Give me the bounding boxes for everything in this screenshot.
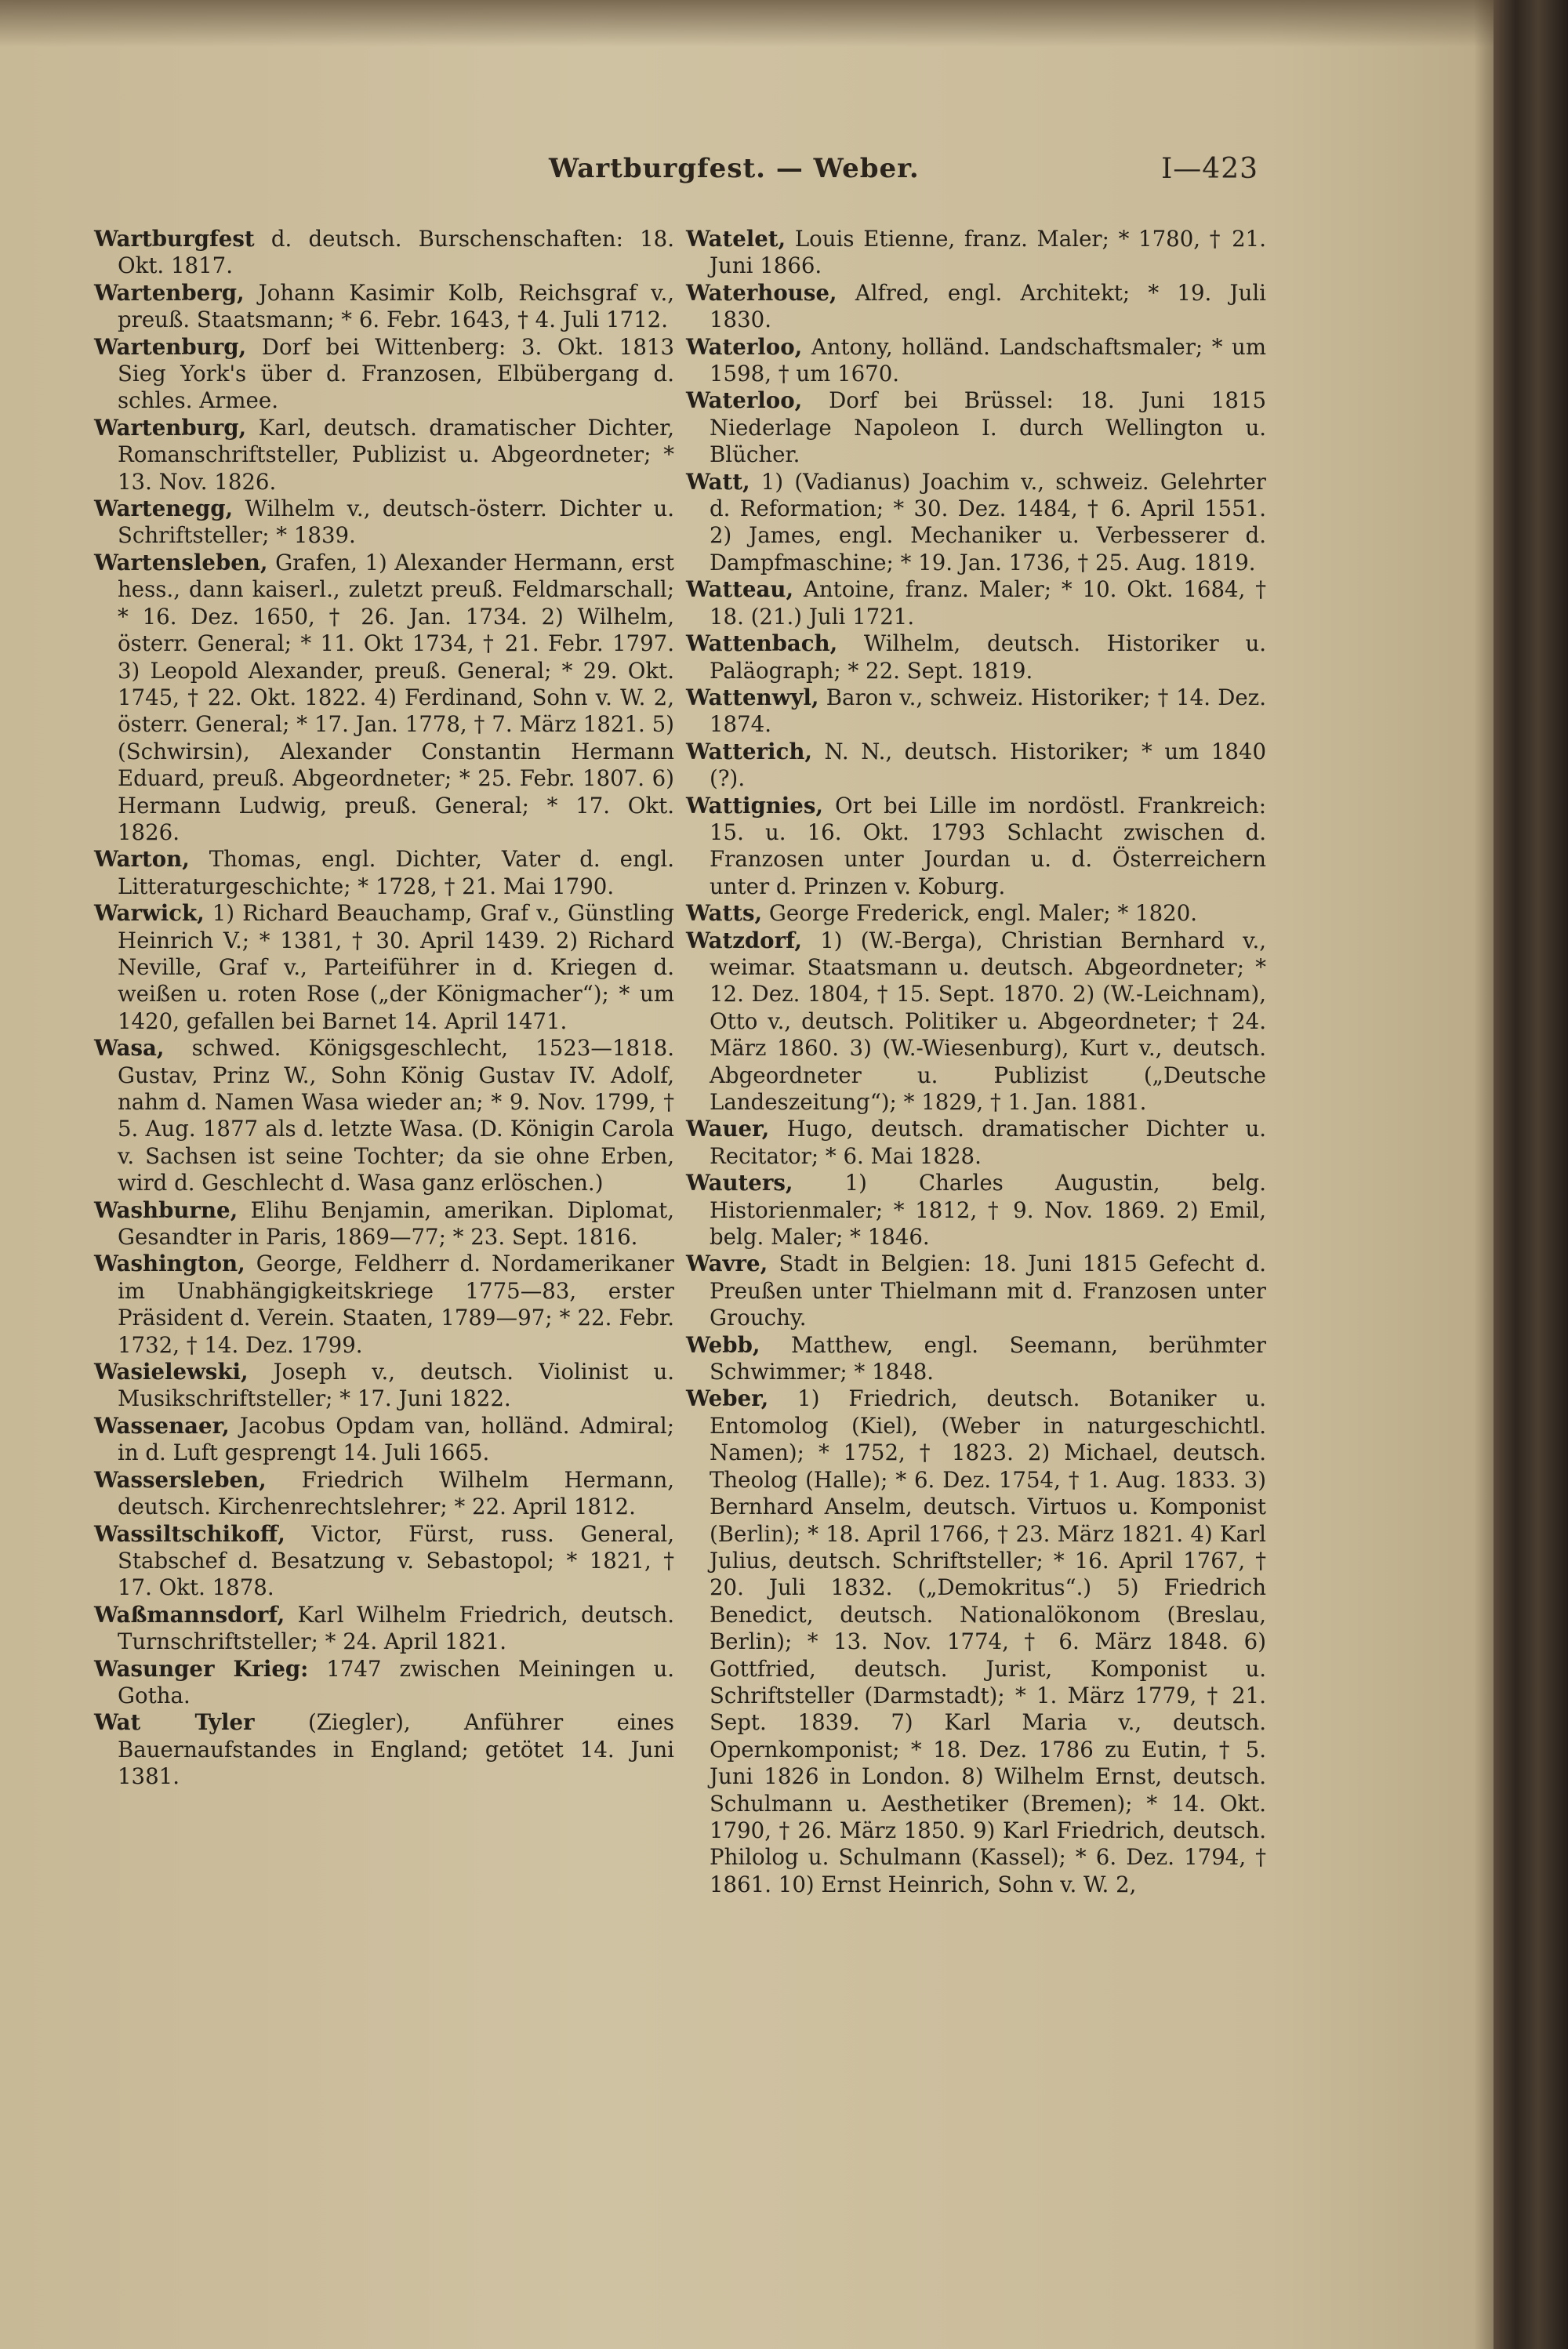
dictionary-entry: [94, 226, 674, 280]
entry-headword: Wartenberg,: [94, 279, 245, 306]
entry-headword: Warwick,: [94, 900, 205, 927]
dictionary-entry: [686, 576, 1266, 630]
dictionary-entry: [94, 1197, 674, 1251]
dictionary-entry: [94, 496, 674, 550]
entry-text: 1) Richard Beauchamp, Graf v., Günstling Heinrich V.; * 1381, † 30. April 1439. 2) Richard Neville, Graf v., Parteiführer in d. Kriegen d. weißen u. roten Rose („der Königmacher“); * um 1420, gefallen bei Barnet 14. April 1471.: [118, 900, 674, 1034]
entry-text: 1) Charles Augustin, belg. Historienmaler; * 1812, † 9. Nov. 1869. 2) Emil, belg. Maler; * 1846.: [710, 1170, 1266, 1251]
dictionary-entry: [686, 793, 1266, 901]
entry-text: Jacobus Opdam van, holländ. Admiral; in d. Luft gesprengt 14. Juli 1665.: [118, 1412, 674, 1466]
entry-text: Johann Kasimir Kolb, Reichsgraf v., preuß. Staatsmann; * 6. Febr. 1643, † 4. Juli 1712.: [118, 279, 674, 333]
entry-headword: Wartensleben,: [94, 549, 268, 575]
dictionary-entry: [94, 280, 674, 334]
page-gutter-shadow: [1474, 0, 1494, 2349]
entry-text: Karl, deutsch. dramatischer Dichter, Romanschriftsteller, Publizist u. Abgeordneter; * 13. Nov. 1826.: [118, 414, 674, 495]
dictionary-entry: [94, 1602, 674, 1656]
entry-headword: Wartenburg,: [94, 333, 247, 360]
entry-text: Karl Wilhelm Friedrich, deutsch. Turnschriftsteller; * 24. April 1821.: [118, 1601, 674, 1655]
running-title: Wartburgfest. — Weber.: [549, 153, 920, 184]
entry-headword: Watzdorf,: [686, 927, 802, 953]
dictionary-entry: [94, 1467, 674, 1521]
dictionary-entry: [94, 415, 674, 496]
entry-text: (Ziegler), Anführer eines Bauernaufstandes in England; getötet 14. Juni 1381.: [118, 1709, 674, 1790]
page-number: I—423: [1161, 153, 1258, 185]
entry-text: 1747 zwischen Meiningen u. Gotha.: [118, 1655, 674, 1708]
entry-headword: Washburne,: [94, 1196, 238, 1223]
entry-headword: Wavre,: [686, 1251, 768, 1277]
dictionary-entry: [94, 846, 674, 900]
entry-headword: Wassiltschikoff,: [94, 1520, 285, 1547]
entry-headword: Wartenegg,: [94, 496, 234, 522]
entry-text: Stadt in Belgien: 18. Juni 1815 Gefecht d. Preußen unter Thielmann mit d. Franzosen unter Grouchy.: [710, 1251, 1266, 1331]
entry-text: Victor, Fürst, russ. General, Stabschef d. Besatzung v. Sebastopol; * 1821, † 17. Okt. 1878.: [118, 1520, 674, 1601]
entry-headword: Waterloo,: [686, 387, 803, 414]
entry-headword: Waßmannsdorf,: [94, 1601, 285, 1628]
entry-text: N. N., deutsch. Historiker; * um 1840 (?).: [710, 738, 1266, 792]
entry-text: Thomas, engl. Dichter, Vater d. engl. Litteraturgeschichte; * 1728, † 21. Mai 1790.: [118, 846, 674, 899]
entry-headword: Washington,: [94, 1251, 245, 1277]
entry-text: Grafen, 1) Alexander Hermann, erst hess., dann kaiserl., zuletzt preuß. Feldmarschall; * 16. Dez. 1650, † 26. Jan. 1734. 2) Wilhelm, österr. General; * 11. Okt 1734, † 21. Febr. 1797. 3) Leopold Alexander, preuß. General; * 29. Okt. 1745, † 22. Okt. 1822. 4) Ferdinand, Sohn v. W. 2, österr. General; * 17. Jan. 1778, † 7. März 1821. 5) (Schwirsin), Alexander Constantin Hermann Eduard, preuß. Abgeordneter; * 25. Febr. 1807. 6) Hermann Ludwig, preuß. General; * 17. Okt. 1826.: [118, 549, 674, 845]
dictionary-entry: [94, 1035, 674, 1196]
entry-text: Alfred, engl. Architekt; * 19. Juli 1830.: [710, 279, 1266, 333]
dictionary-entry: [686, 928, 1266, 1116]
dictionary-entry: [94, 334, 674, 415]
entry-text: Antoine, franz. Maler; * 10. Okt. 1684, † 18. (21.) Juli 1721.: [710, 576, 1266, 630]
entry-text: Matthew, engl. Seemann, berühmter Schwimmer; * 1848.: [710, 1331, 1266, 1385]
entry-headword: Wauters,: [686, 1170, 793, 1196]
dictionary-entry: [686, 684, 1266, 739]
entry-text: Wilhelm, deutsch. Historiker u. Paläograph; * 22. Sept. 1819.: [710, 630, 1266, 684]
entry-text: Friedrich Wilhelm Hermann, deutsch. Kirchenrechtslehrer; * 22. April 1812.: [118, 1466, 674, 1520]
dictionary-entry: [686, 1385, 1266, 1898]
entry-headword: Watterich,: [686, 738, 813, 764]
entry-headword: Wassersleben,: [94, 1466, 267, 1493]
entry-headword: Wattenbach,: [686, 630, 838, 657]
entry-headword: Wat Tyler: [94, 1709, 255, 1736]
dictionary-entry: [686, 1116, 1266, 1170]
dictionary-entry: [94, 1521, 674, 1602]
entry-text: 1) (W.-Berga), Christian Bernhard v., weimar. Staatsmann u. deutsch. Abgeordneter; * 12. Dez. 1804, † 15. Sept. 1870. 2) (W.-Leichnam), Otto v., deutsch. Politiker u. Abgeordneter; † 24. März 1860. 3) (W.-Wiesenburg), Kurt v., deutsch. Abgeordneter u. Publizist („Deutsche Landeszeitung“); * 1829, † 1. Jan. 1881.: [710, 927, 1266, 1115]
entry-headword: Wassenaer,: [94, 1412, 230, 1439]
entry-headword: Webb,: [686, 1331, 760, 1358]
entry-headword: Wasielewski,: [94, 1359, 249, 1385]
dictionary-entry: [94, 1359, 674, 1413]
entry-headword: Watt,: [686, 468, 750, 495]
entry-text: Ort bei Lille im nordöstl. Frankreich: 15. u. 16. Okt. 1793 Schlacht zwischen d. Franzosen unter Jourdan u. d. Österreichern unter d. Prinzen v. Koburg.: [710, 792, 1266, 899]
right-column: [686, 226, 1266, 1898]
entry-text: Dorf bei Brüssel: 18. Juni 1815 Niederlage Napoleon I. durch Wellington u. Blücher.: [710, 387, 1266, 468]
entry-headword: Waterhouse,: [686, 279, 837, 306]
entry-headword: Wasunger Krieg:: [94, 1655, 309, 1682]
entry-text: Joseph v., deutsch. Violinist u. Musikschriftsteller; * 17. Juni 1822.: [118, 1359, 674, 1412]
dictionary-entry: [686, 387, 1266, 468]
page-top-shadow: [0, 0, 1494, 47]
entry-headword: Wattignies,: [686, 792, 823, 819]
dictionary-entry: [686, 226, 1266, 280]
entry-headword: Wartenburg,: [94, 414, 247, 441]
entry-text: 1) (Vadianus) Joachim v., schweiz. Gelehrter d. Reformation; * 30. Dez. 1484, † 6. April 1551. 2) James, engl. Mechaniker u. Verbesserer d. Dampfmaschine; * 19. Jan. 1736, † 25. Aug. 1819.: [710, 468, 1266, 575]
entry-headword: Wasa,: [94, 1035, 165, 1062]
left-column: [94, 226, 674, 1791]
entry-headword: Waterloo,: [686, 333, 803, 360]
dictionary-entry: [94, 1251, 674, 1359]
entry-headword: Watelet,: [686, 226, 786, 252]
dictionary-entry: [686, 1332, 1266, 1386]
dictionary-entry: [686, 469, 1266, 577]
entry-headword: Wauer,: [686, 1116, 770, 1142]
entry-text: 1) Friedrich, deutsch. Botaniker u. Entomolog (Kiel), (Weber in naturgeschichtl. Namen); * 1752, † 1823. 2) Michael, deutsch. Theolog (Halle); * 6. Dez. 1754, † 1. Aug. 1833. 3) Bernhard Anselm, deutsch. Virtuos u. Komponist (Berlin); * 18. April 1766, † 23. März 1821. 4) Karl Julius, deutsch. Schriftsteller; * 16. April 1767, † 20. Juli 1832. („Demokritus“.) 5) Friedrich Benedict, deutsch. Nationalökonom (Breslau, Berlin); * 13. Nov. 1774, † 6. März 1848. 6) Gottfried, deutsch. Jurist, Komponist u. Schriftsteller (Darmstadt); * 1. März 1779, † 21. Sept. 1839. 7) Karl Maria v., deutsch. Opernkomponist; * 18. Dez. 1786 zu Eutin, † 5. Juni 1826 in London. 8) Wilhelm Ernst, deutsch. Schulmann u. Aesthetiker (Bremen); * 14. Okt. 1790, † 26. März 1850. 9) Karl Friedrich, deutsch. Philolog u. Schulmann (Kassel); * 6. Dez. 1794, † 1861. 10) Ernst Heinrich, Sohn v. W. 2,: [710, 1385, 1266, 1897]
entry-text: Elihu Benjamin, amerikan. Diplomat, Gesandter in Paris, 1869—77; * 23. Sept. 1816.: [118, 1196, 674, 1251]
entry-text: Hugo, deutsch. dramatischer Dichter u. Recitator; * 6. Mai 1828.: [710, 1116, 1266, 1169]
entry-text: d. deutsch. Burschenschaften: 18. Okt. 1817.: [118, 226, 674, 279]
dictionary-entry: [686, 739, 1266, 793]
entry-text: George, Feldherr d. Nordamerikaner im Unabhängigkeitskriege 1775—83, erster Präsident d. Verein. Staaten, 1789—97; * 22. Febr. 1732, † 14. Dez. 1799.: [118, 1251, 674, 1358]
entry-headword: Warton,: [94, 846, 190, 873]
dictionary-entry: [686, 900, 1266, 927]
entry-text: Louis Etienne, franz. Maler; * 1780, † 21. Juni 1866.: [710, 226, 1266, 279]
dictionary-entry: [686, 1251, 1266, 1331]
entry-headword: Wattenwyl,: [686, 684, 819, 710]
dictionary-entry: [94, 550, 674, 846]
running-header: [94, 153, 1258, 200]
entry-headword: Watts,: [686, 900, 763, 927]
book-spine: [1494, 0, 1568, 2349]
entry-headword: Wartburgfest: [94, 226, 255, 252]
dictionary-entry: [94, 1656, 674, 1710]
entry-headword: Weber,: [686, 1385, 769, 1412]
entry-text: Baron v., schweiz. Historiker; † 14. Dez. 1874.: [710, 684, 1266, 738]
dictionary-entry: [686, 280, 1266, 334]
entry-text: schwed. Königsgeschlecht, 1523—1818. Gustav, Prinz W., Sohn König Gustav IV. Adolf, nahm d. Namen Wasa wieder an; * 9. Nov. 1799, † 5. Aug. 1877 als d. letzte Wasa. (D. Königin Carola v. Sachsen ist seine Tochter; da sie ohne Erben, wird d. Geschlecht d. Wasa ganz erlöschen.): [118, 1035, 674, 1196]
dictionary-entry: [686, 630, 1266, 684]
entry-text: George Frederick, engl. Maler; * 1820.: [762, 900, 1198, 927]
dictionary-entry: [94, 900, 674, 1035]
entry-text: Dorf bei Wittenberg: 3. Okt. 1813 Sieg York's über d. Franzosen, Elbübergang d. schles. Armee.: [118, 333, 674, 414]
entry-text: Wilhelm v., deutsch-österr. Dichter u. Schriftsteller; * 1839.: [118, 496, 674, 549]
dictionary-entry: [686, 1170, 1266, 1251]
entry-text: Antony, holländ. Landschaftsmaler; * um 1598, † um 1670.: [710, 333, 1266, 387]
entry-headword: Watteau,: [686, 576, 794, 603]
dictionary-entry: [686, 334, 1266, 388]
dictionary-entry: [94, 1413, 674, 1467]
dictionary-entry: [94, 1709, 674, 1790]
